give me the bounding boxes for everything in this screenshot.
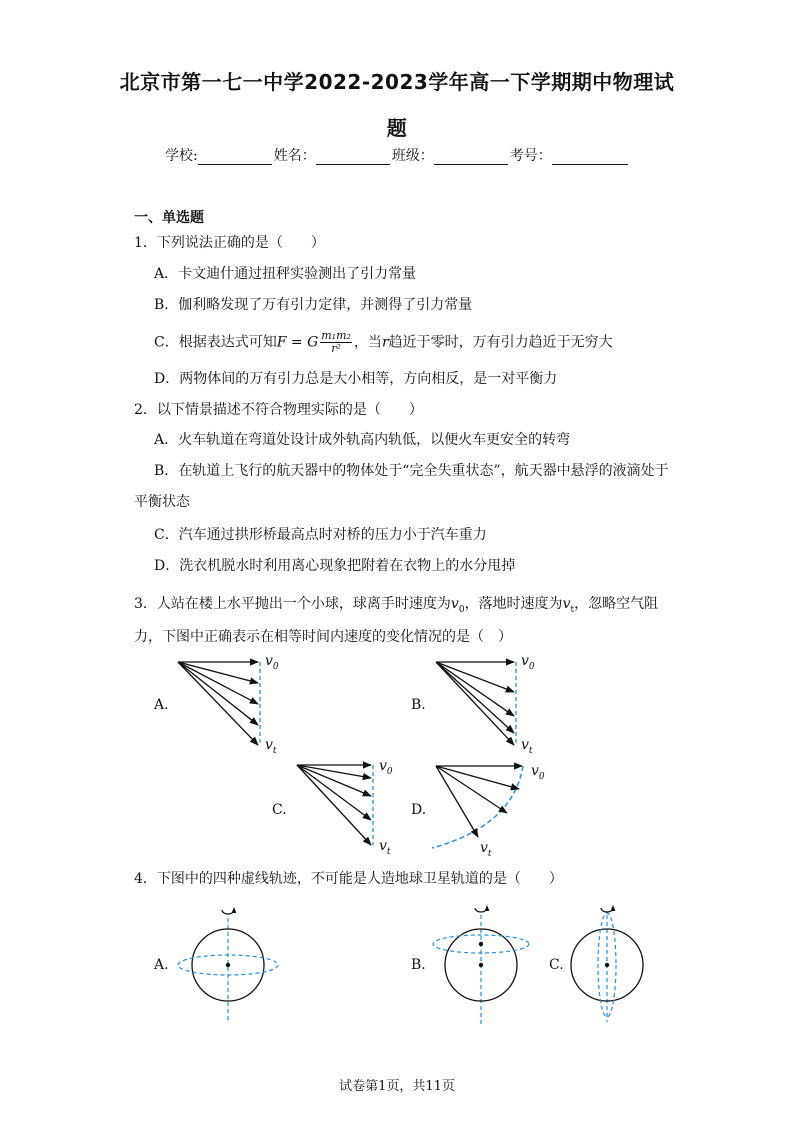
vt-subscript: t — [570, 604, 575, 615]
q3-a-vt-label: $v_t$ — [265, 737, 277, 756]
exam-title-line1: 北京市第一七一中学2022-2023学年高一下学期期中物理试 — [119, 70, 675, 94]
q3-label-a: A. — [154, 697, 169, 713]
q3-stem-part1: 3．人站在楼上水平抛出一个小球，球离手时速度为 — [134, 596, 451, 612]
q3-c-vt-label: $v_t$ — [379, 838, 391, 857]
q3-stem-part3: ，忽略空气阻 — [574, 596, 659, 612]
q4-diagram-a — [178, 910, 278, 1020]
name-label: 姓名： — [273, 148, 316, 164]
q3-a-v0-label: $v_0$ — [265, 653, 279, 672]
q3-c-v0-label: $v_0$ — [379, 758, 393, 777]
q3-b-v0-label: $v_0$ — [521, 653, 535, 672]
q2-option-d: D．洗衣机脱水时利用离心现象把附着在衣物上的水分甩掉 — [154, 558, 516, 574]
page-footer: 试卷第1页，共11页 — [339, 1079, 455, 1094]
q3-label-d: D. — [411, 802, 427, 818]
q4-b-center-dot — [479, 963, 483, 967]
q4-diagram-c — [571, 908, 643, 1022]
q1-option-c-mid: ，当 — [353, 334, 382, 351]
class-label: 班级： — [391, 148, 434, 164]
rotation-arrow-icon — [222, 910, 234, 914]
q4-stem: 4．下图中的四种虚线轨迹，不可能是人造地球卫星轨道的是（ ） — [134, 871, 563, 887]
rotation-arrow-icon — [601, 908, 613, 912]
q1-option-c-prefix: C．根据表达式可知 — [154, 334, 277, 351]
q3-d-v0-label: $v_0$ — [531, 763, 545, 782]
q2-option-b-line2: 平衡状态 — [134, 494, 190, 510]
v0-symbol: v — [450, 596, 459, 612]
q3-b-vt-label: $v_t$ — [521, 737, 533, 756]
q1-option-a: A．卡文迪什通过扭秤实验测出了引力常量 — [154, 266, 417, 282]
q1-stem: 1．下列说法正确的是（ ） — [134, 235, 325, 251]
rotation-arrow-icon — [475, 908, 487, 912]
q3-stem-part2: ，落地时速度为 — [464, 596, 563, 612]
formula-numerator: m₁m₂ — [321, 329, 351, 342]
q4-label-c: C. — [549, 957, 564, 973]
number-label: 考号： — [509, 148, 552, 164]
q4-label-a: A. — [154, 957, 169, 973]
gravity-formula-lhs: F = G — [276, 334, 319, 351]
section-title-single-choice: 一、单选题 — [134, 210, 204, 226]
q1-option-b: B．伽利略发现了万有引力定律，并测得了引力常量 — [154, 297, 473, 313]
q4-diagram-b — [433, 908, 529, 1025]
q3-label-c: C. — [272, 802, 287, 818]
q4-label-b: B. — [411, 957, 426, 973]
var-r: r — [381, 334, 389, 351]
v0-subscript: 0 — [458, 604, 465, 615]
q2-option-a: A．火车轨道在弯道处设计成外轨高内轨低，以便火车更安全的转弯 — [154, 432, 571, 448]
q1-option-c-suffix: 趋近于零时，万有引力趋近于无穷大 — [388, 334, 613, 351]
school-label: 学校: — [165, 148, 198, 164]
vt-symbol: v — [562, 596, 571, 612]
q2-option-c: C．汽车通过拱形桥最高点时对桥的压力小于汽车重力 — [154, 527, 487, 543]
q4-c-center-dot — [605, 963, 609, 967]
formula-denominator: r² — [331, 342, 341, 355]
exam-title-line2: 题 — [386, 116, 408, 140]
q2-option-b-line1: B．在轨道上飞行的航天器中的物体处于“完全失重状态”，航天器中悬浮的液滴处于 — [154, 463, 669, 479]
q1-option-d: D．两物体间的万有引力总是大小相等，方向相反，是一对平衡力 — [154, 371, 558, 387]
q2-stem: 2．以下情景描述不符合物理实际的是（ ） — [134, 402, 423, 418]
q4-b-orbit-center-dot — [479, 942, 483, 946]
q4-a-center-dot — [226, 963, 230, 967]
q3-label-b: B. — [411, 697, 426, 713]
q3-d-vt-label: $v_t$ — [480, 840, 492, 859]
q3-stem-line2: 力，下图中正确表示在相等时间内速度的变化情况的是（ ） — [134, 629, 512, 645]
